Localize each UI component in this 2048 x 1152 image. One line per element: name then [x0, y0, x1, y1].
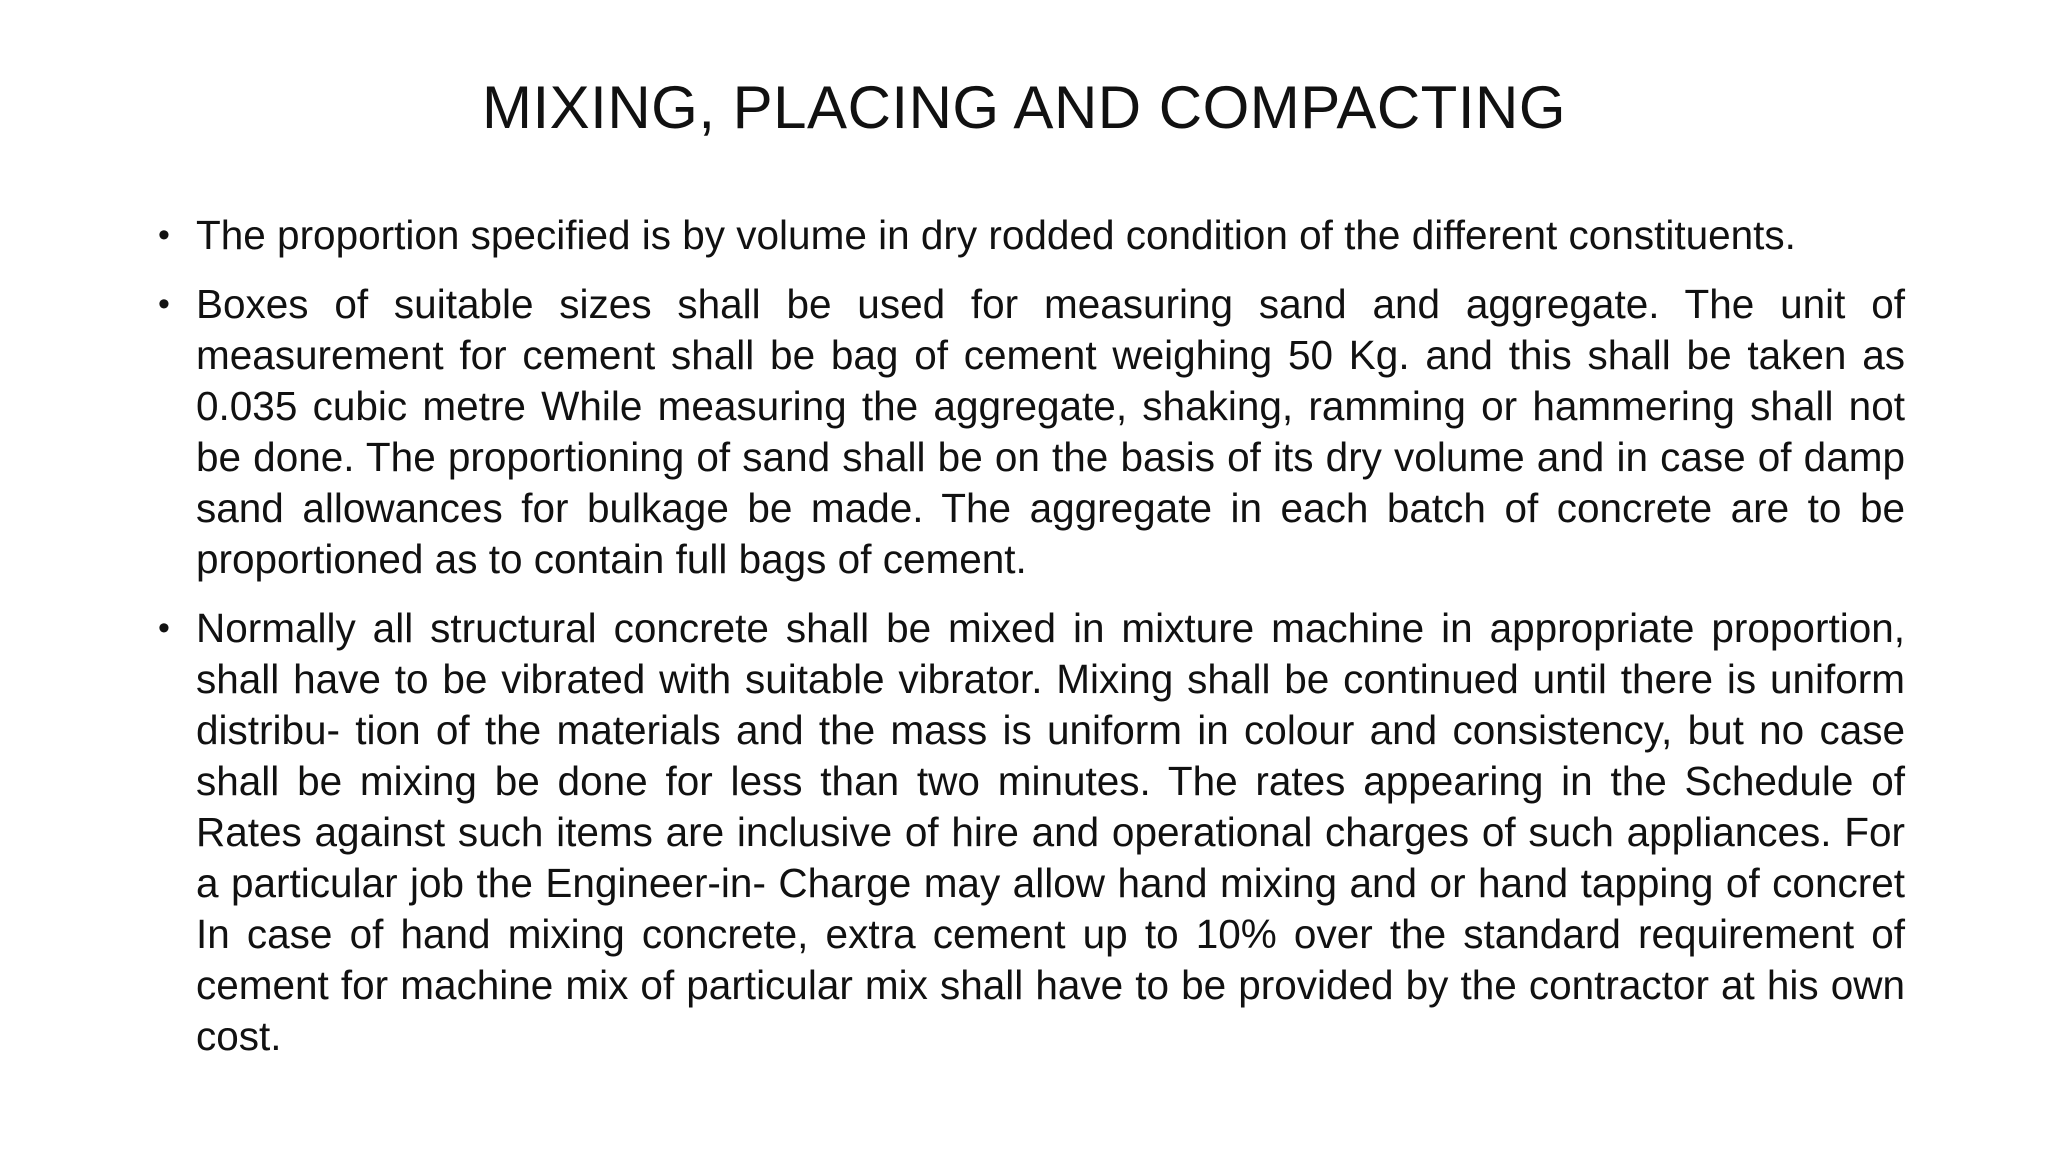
- bullet-point-icon: •: [158, 609, 170, 647]
- slide-title: MIXING, PLACING AND COMPACTING: [481, 74, 1566, 141]
- bullet-point-icon: •: [158, 285, 170, 323]
- bullet-list: [150, 210, 1905, 1080]
- bullet-item: [150, 210, 1905, 261]
- bullet-point-icon: •: [158, 216, 170, 254]
- bullet-text: Normally all structural concrete shall be mixed in mixture machine in appropriate proportion, shall have to be vibrated with suitable vibrator. Mixing shall be continued until there is uniform distribu- tion of the materials and the mass is uniform in colour and consistency, but no case shall be mixing be done for less than two minutes. The rates appearing in the Schedule of Rates against such items are inclusive of hire and operational charges of such appliances. For a particular job the Engineer-in- Charge may allow hand mixing and or hand tapping of concret In case of hand mixing concrete, extra cement up to 10% over the standard requirement of cement for machine mix of particular mix shall have to be provided by the contractor at his own cost.: [196, 605, 1905, 1059]
- bullet-item: [150, 603, 1905, 1062]
- bullet-item: [150, 279, 1905, 585]
- bullet-text: The proportion specified is by volume in dry rodded condition of the different constituents.: [196, 212, 1796, 258]
- bullet-text: Boxes of suitable sizes shall be used for measuring sand and aggregate. The unit of measurement for cement shall be bag of cement weighing 50 Kg. and this shall be taken as 0.035 cubic metre While measuring the aggregate, shaking, ramming or hammering shall not be done. The proportioning of sand shall be on the basis of its dry volume and in case of damp sand allowances for bulkage be made. The aggregate in each batch of concrete are to be proportioned as to contain full bags of cement.: [196, 281, 1905, 582]
